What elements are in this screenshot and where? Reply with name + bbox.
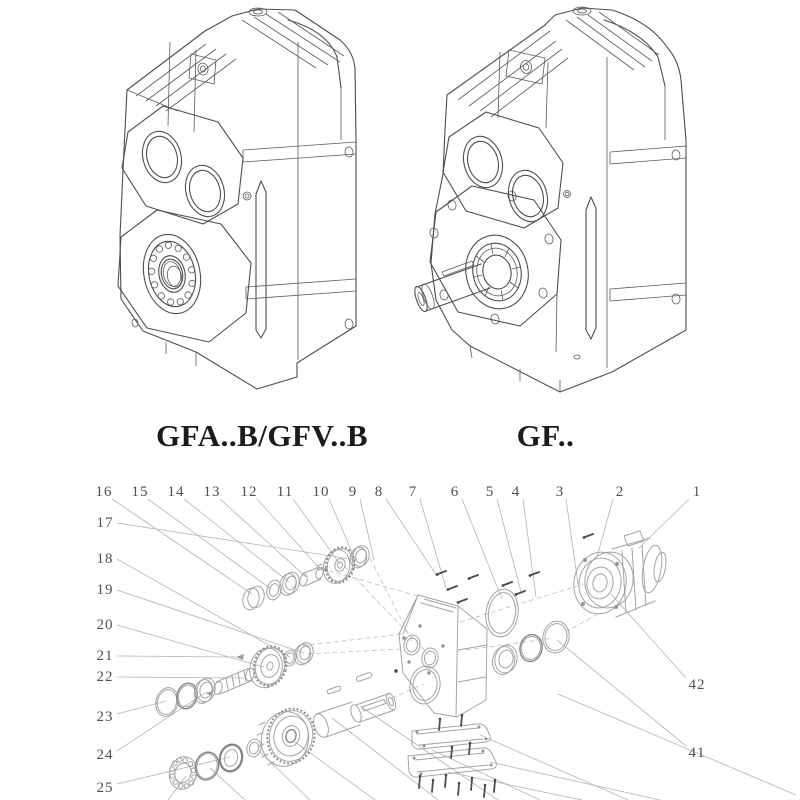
callout-number-18: 18 (96, 551, 114, 567)
leader-line-17 (117, 523, 357, 560)
input-pinion-shaft (299, 564, 325, 587)
callout-number-20: 20 (96, 617, 114, 633)
leader-line-9 (360, 499, 374, 560)
callout-number-21: 21 (96, 648, 114, 664)
callout-number-6: 6 (450, 484, 460, 500)
callout-number-23: 23 (96, 709, 114, 725)
model-label-left: GFA..B/GFV..B (155, 418, 369, 453)
callout-number-3: 3 (555, 484, 565, 500)
callout-number-41: 41 (688, 745, 706, 761)
output-roller-bearing (166, 754, 201, 793)
callout-number-14: 14 (167, 484, 185, 500)
callout-number-11: 11 (276, 484, 294, 500)
callout-number-2: 2 (615, 484, 625, 500)
input-bore-panel-left (122, 106, 251, 224)
leader-lines (112, 499, 689, 784)
leader-line-14 (184, 499, 289, 582)
leader-line-42 (611, 594, 686, 678)
output-shaft-assembly (166, 672, 398, 792)
callout-number-7: 7 (408, 484, 418, 500)
callout-number-19: 19 (96, 582, 114, 598)
shaft-key-1 (327, 686, 342, 695)
leader-line-19 (117, 590, 304, 653)
leader-line-21 (117, 656, 236, 657)
callout-number-5: 5 (485, 484, 495, 500)
reducer-drawing-right (412, 7, 686, 392)
callout-number-4: 4 (511, 484, 521, 500)
leader-line-12 (257, 499, 321, 570)
callout-number-25: 25 (96, 780, 114, 796)
terminal-box (624, 531, 644, 546)
reducer-drawing-left (118, 8, 356, 389)
callout-number-42: 42 (688, 677, 706, 693)
model-label-right: GF.. (516, 418, 575, 453)
callout-number-16: 16 (95, 484, 113, 500)
callout-number-1: 1 (692, 484, 702, 500)
callout-number-9: 9 (348, 484, 358, 500)
callout-number-17: 17 (96, 515, 114, 531)
output-bearing-face-left (118, 210, 251, 342)
bearing-ring (492, 643, 519, 675)
callout-number-8: 8 (374, 484, 384, 500)
leader-line-18 (117, 559, 290, 657)
gearbox-housing (399, 595, 487, 717)
input-bore-panel-right (443, 112, 571, 228)
intermediate-pinion-shaft (212, 667, 255, 695)
input-shaft-assembly (240, 544, 371, 612)
motor-unit (569, 531, 668, 618)
output-shaft-right (412, 261, 490, 313)
bearing-balls-left (148, 242, 195, 305)
cooling-fins-right (458, 12, 659, 117)
intermediate-shaft-assembly (153, 641, 316, 719)
side-rails-right (586, 86, 686, 339)
callout-number-22: 22 (96, 669, 114, 685)
motor-side-rings (490, 619, 572, 677)
side-rails-left (243, 88, 356, 338)
callout-number-12: 12 (240, 484, 258, 500)
leader-line-6 (462, 499, 502, 599)
mount-lug-left (168, 42, 216, 132)
leader-line-20 (117, 625, 264, 667)
feet-right (470, 294, 560, 392)
leader-line-2 (597, 499, 613, 557)
leader-line-23 (117, 701, 166, 714)
output-gear (256, 704, 319, 771)
callout-number-13: 13 (203, 484, 221, 500)
output-solid-shaft (311, 692, 398, 739)
washer-2 (245, 737, 263, 758)
cooling-fins-left (136, 12, 344, 111)
leader-line-1 (639, 499, 689, 548)
intermediate-gear (245, 643, 290, 692)
leader-line-7 (420, 499, 446, 588)
exploded-parts-diagram (96, 484, 797, 800)
shaft-key-2 (356, 672, 373, 682)
output-flange-right (429, 186, 561, 326)
leader-line-8 (386, 499, 437, 576)
mount-lug-right (498, 50, 548, 128)
callout-labels (96, 484, 706, 796)
output-oil-seal (217, 742, 245, 774)
callout-number-24: 24 (96, 747, 114, 763)
leader-line-4 (523, 499, 536, 597)
leader-line-16 (112, 499, 252, 594)
leader-line-5 (497, 499, 521, 592)
leader-line-24 (117, 693, 205, 751)
callout-number-10: 10 (312, 484, 330, 500)
callout-number-15: 15 (131, 484, 149, 500)
